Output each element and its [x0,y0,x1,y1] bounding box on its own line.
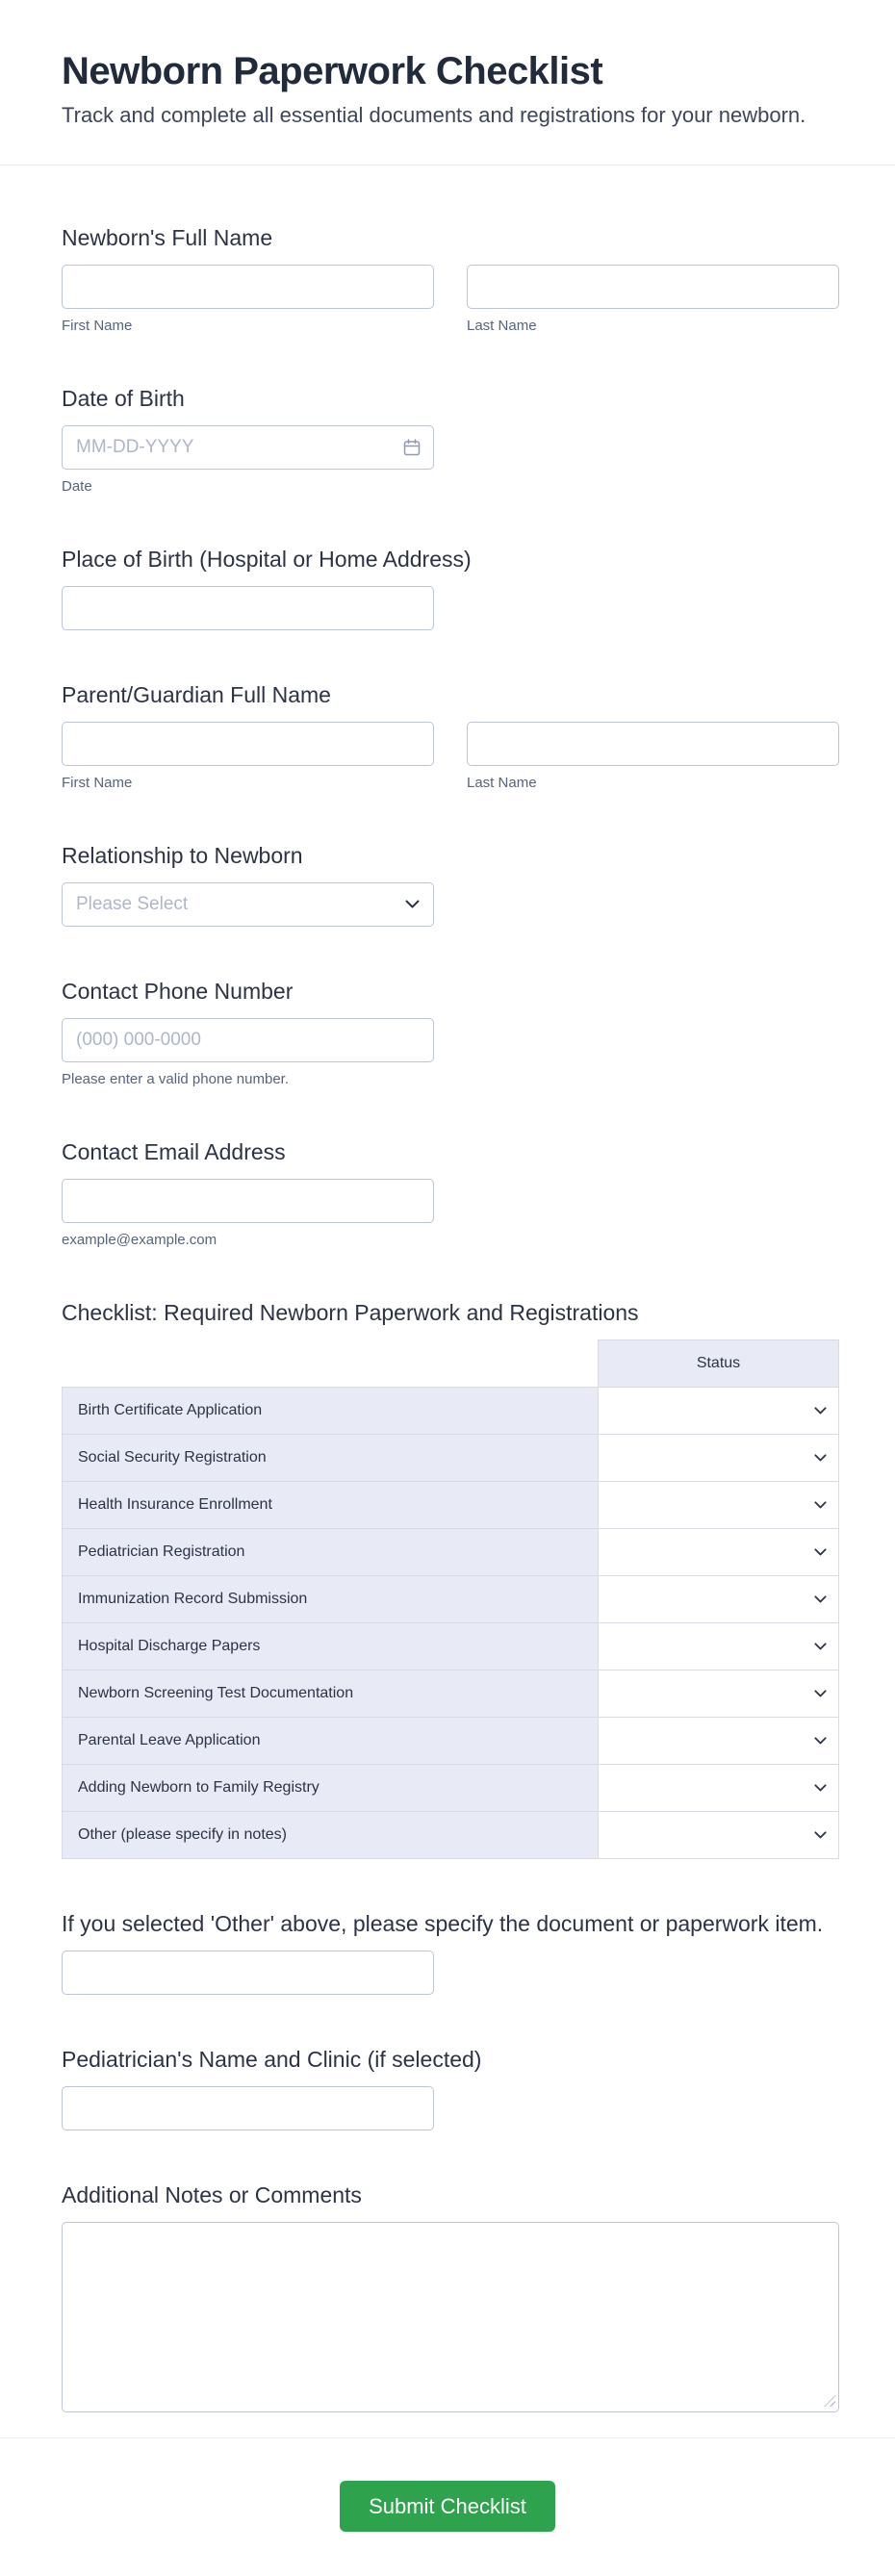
relationship-label: Relationship to Newborn [62,843,303,868]
place-of-birth-label: Place of Birth (Hospital or Home Address) [62,547,472,572]
relationship-select-placeholder: Please Select [76,894,189,914]
table-row [63,1529,839,1576]
row-label: Birth Certificate Application [63,1388,599,1435]
question-other-specify [62,1911,839,1995]
table-row [63,1435,839,1482]
chevron-down-icon [814,1685,827,1702]
pediatrician-label: Pediatrician's Name and Clinic (if selected) [62,2047,482,2072]
calendar-icon[interactable] [400,436,423,459]
other-specify-label: If you selected 'Other' above, please specify the document or paperwork item. [62,1911,824,1936]
dob-label: Date of Birth [62,386,185,411]
chevron-down-icon [814,1496,827,1514]
form-title: Newborn Paperwork Checklist [62,50,603,92]
chevron-down-icon [814,1638,827,1655]
status-column-header: Status [599,1340,839,1388]
place-of-birth-input[interactable] [62,586,434,630]
row-label: Pediatrician Registration [63,1529,599,1576]
relationship-select[interactable] [62,882,434,927]
chevron-down-icon [814,1543,827,1561]
form-header [0,0,895,128]
row-label: Other (please specify in notes) [63,1812,599,1859]
status-dropdown[interactable] [599,1482,839,1529]
parent-name-label: Parent/Guardian Full Name [62,682,331,707]
form-subtitle: Track and complete all essential documents and registrations for your newborn. [62,103,806,127]
checklist-table [62,1339,839,1859]
table-row [63,1576,839,1623]
submit-row [0,2438,895,2567]
status-dropdown[interactable] [599,1576,839,1623]
status-dropdown[interactable] [599,1388,839,1435]
row-label: Parental Leave Application [63,1718,599,1765]
question-pediatrician [62,2047,839,2130]
parent-first-name-sublabel: First Name [62,775,133,791]
form-body [0,166,895,2412]
status-dropdown[interactable] [599,1671,839,1718]
newborn-first-name-input[interactable] [62,265,434,309]
table-row [63,1812,839,1859]
checklist-header-row [63,1340,839,1388]
question-date-of-birth [62,386,839,495]
table-row [63,1388,839,1435]
question-notes [62,2182,839,2412]
dob-sublabel: Date [62,478,92,495]
newborn-last-name-input[interactable] [467,265,839,309]
newborn-name-label: Newborn's Full Name [62,225,273,250]
row-label: Adding Newborn to Family Registry [63,1765,599,1812]
parent-last-name-input[interactable] [467,722,839,766]
row-label: Hospital Discharge Papers [63,1623,599,1671]
parent-last-name-sublabel: Last Name [467,775,537,791]
checklist-label: Checklist: Required Newborn Paperwork and Registrations [62,1300,639,1325]
question-email [62,1139,839,1248]
other-specify-input[interactable] [62,1951,434,1995]
checklist-corner-cell [63,1340,599,1388]
dob-input[interactable] [62,425,434,470]
chevron-down-icon [814,1826,827,1844]
question-parent-name [62,682,839,791]
pediatrician-input[interactable] [62,2086,434,2130]
status-dropdown[interactable] [599,1623,839,1671]
chevron-down-icon [814,1449,827,1467]
chevron-down-icon [814,1732,827,1749]
notes-textarea[interactable] [62,2222,839,2412]
status-dropdown[interactable] [599,1812,839,1859]
status-dropdown[interactable] [599,1718,839,1765]
question-place-of-birth [62,547,839,630]
row-label: Health Insurance Enrollment [63,1482,599,1529]
email-sublabel: example@example.com [62,1232,217,1248]
parent-first-name-input[interactable] [62,722,434,766]
newborn-first-name-sublabel: First Name [62,318,133,334]
status-dropdown[interactable] [599,1529,839,1576]
phone-label: Contact Phone Number [62,979,294,1004]
email-input[interactable] [62,1179,434,1223]
chevron-down-icon [814,1402,827,1419]
status-dropdown[interactable] [599,1435,839,1482]
table-row [63,1718,839,1765]
notes-label: Additional Notes or Comments [62,2182,362,2207]
table-row [63,1623,839,1671]
table-row [63,1671,839,1718]
table-row [63,1482,839,1529]
chevron-down-icon [814,1591,827,1608]
phone-input[interactable] [62,1018,434,1062]
row-label: Immunization Record Submission [63,1576,599,1623]
question-newborn-name [62,225,839,334]
row-label: Newborn Screening Test Documentation [63,1671,599,1718]
chevron-down-icon [814,1779,827,1797]
phone-sublabel: Please enter a valid phone number. [62,1071,289,1087]
question-checklist [62,1300,839,1859]
status-dropdown[interactable] [599,1765,839,1812]
table-row [63,1765,839,1812]
chevron-down-icon [405,896,420,913]
email-label: Contact Email Address [62,1139,286,1164]
submit-button[interactable]: Submit Checklist [340,2481,555,2532]
question-relationship [62,843,839,927]
row-label: Social Security Registration [63,1435,599,1482]
newborn-last-name-sublabel: Last Name [467,318,537,334]
question-phone [62,979,839,1087]
